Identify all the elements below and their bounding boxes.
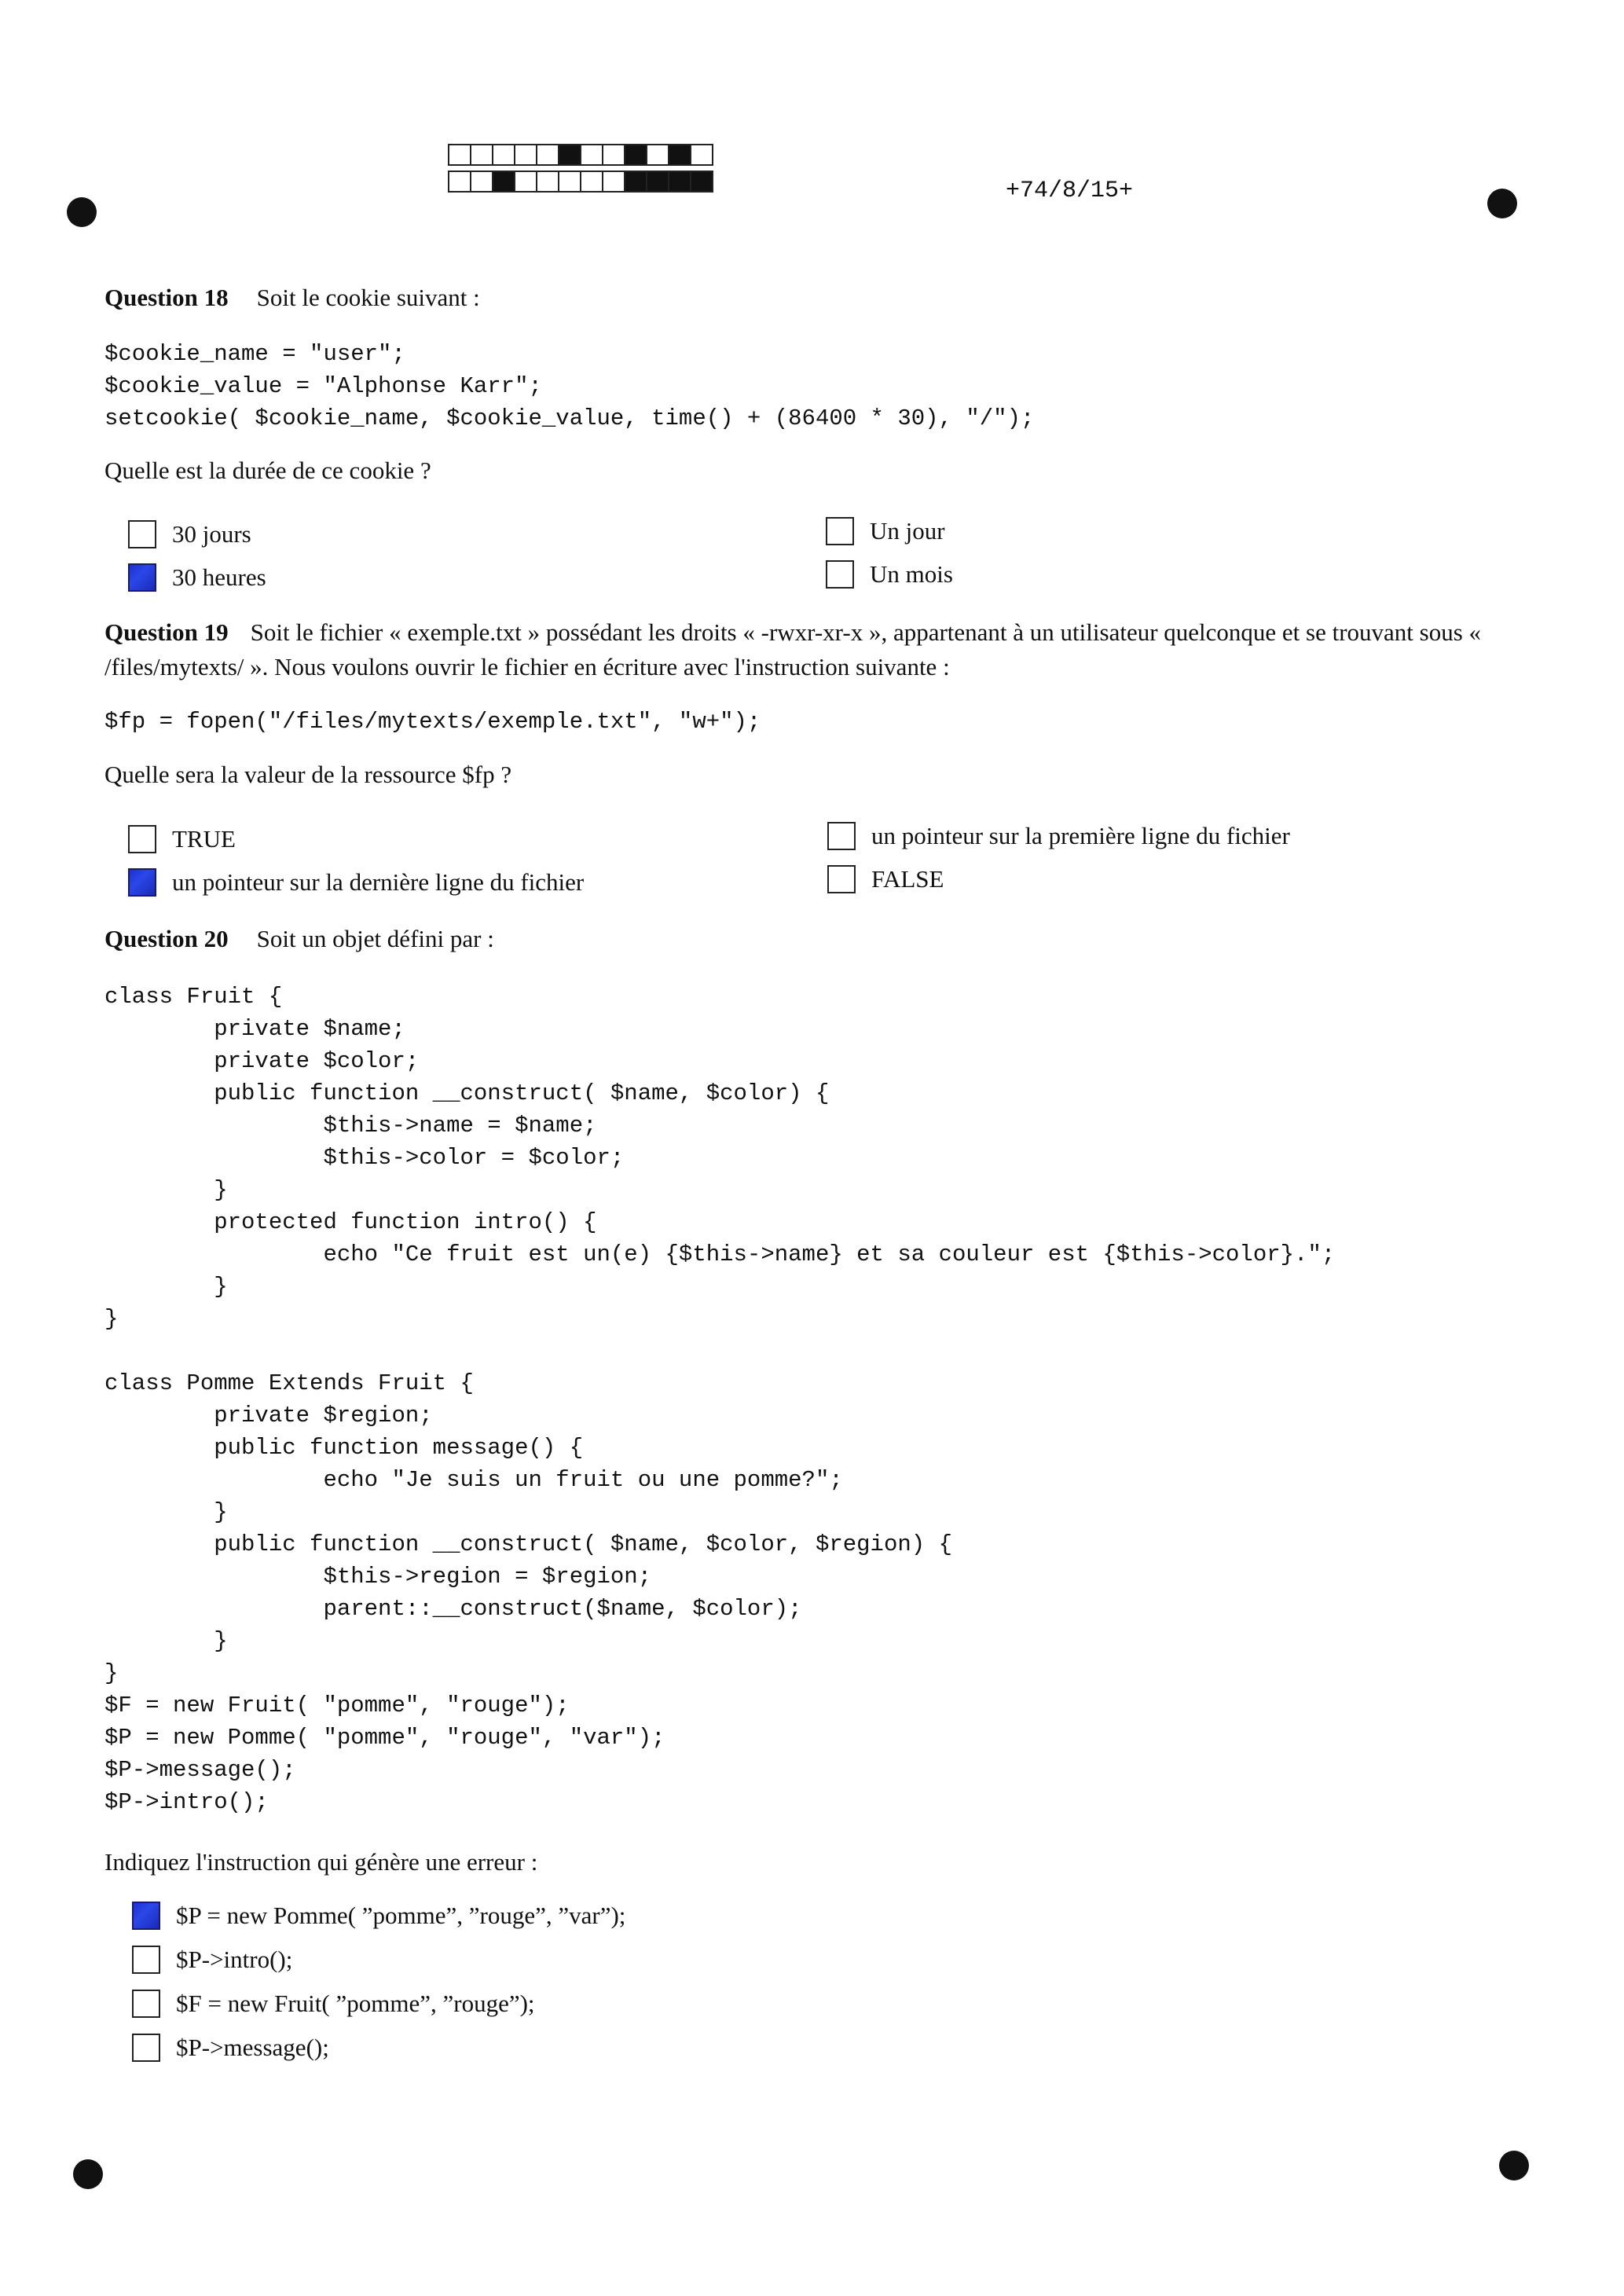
checkbox[interactable]: [132, 1946, 160, 1974]
q19-heading: [104, 615, 1503, 684]
q18-option[interactable]: [128, 563, 266, 592]
id-grid-cell: [470, 171, 493, 193]
option-label: un pointeur sur la dernière ligne du fichier: [172, 868, 585, 896]
option-label: $P->message();: [176, 2034, 329, 2061]
q20-question: Indiquez l'instruction qui génère une erreur :: [104, 1848, 538, 1876]
id-grid-cell: [624, 171, 647, 193]
id-grid-cell: [646, 144, 669, 166]
id-grid-cell: [514, 171, 537, 193]
q18-option[interactable]: [826, 560, 953, 589]
id-grid-cell: [492, 144, 515, 166]
q18-question: Quelle est la durée de ce cookie ?: [104, 457, 431, 484]
checkbox[interactable]: [128, 563, 156, 592]
id-grid-cell: [580, 171, 603, 193]
q20-heading: [104, 925, 494, 953]
q19-option[interactable]: [128, 868, 584, 897]
student-id-grid: [448, 144, 712, 197]
registration-mark-top-right: [1487, 189, 1517, 218]
q19-question: Quelle sera la valeur de la ressource $fp ?: [104, 761, 512, 788]
id-grid-row: [448, 144, 712, 167]
id-grid-cell: [690, 144, 713, 166]
option-label: Un mois: [870, 560, 953, 588]
id-grid-cell: [580, 144, 603, 166]
option-label: 30 jours: [172, 520, 251, 548]
q20-option[interactable]: [132, 2034, 329, 2062]
checkbox[interactable]: [132, 1990, 160, 2018]
checkbox[interactable]: [827, 822, 856, 850]
q20-option[interactable]: [132, 1902, 625, 1930]
id-grid-cell: [624, 144, 647, 166]
id-grid-cell: [668, 171, 691, 193]
option-label: TRUE: [172, 825, 236, 853]
checkbox[interactable]: [827, 865, 856, 893]
id-grid-row: [448, 171, 712, 194]
checkbox[interactable]: [128, 868, 156, 897]
option-label: un pointeur sur la première ligne du fichier: [871, 822, 1290, 849]
id-grid-cell: [602, 171, 625, 193]
q19-code: $fp = fopen("/files/mytexts/exemple.txt", "w+");: [104, 709, 761, 735]
id-grid-cell: [646, 171, 669, 193]
id-grid-cell: [558, 171, 581, 193]
id-grid-cell: [536, 171, 559, 193]
option-label: $P = new Pomme( ”pomme”, ”rouge”, ”var”);: [176, 1902, 626, 1929]
registration-mark-bottom-right: [1499, 2151, 1529, 2180]
q19-intro: Soit le fichier « exemple.txt » possédant les droits « -rwxr-xr-x », appartenant à un utilisateur quelconque et se trouvant sous « /files/mytexts/ ». Nous voulons ouvrir le fichier en écriture avec l'instruction suivante :: [104, 618, 1482, 680]
q18-heading: [104, 284, 480, 312]
id-grid-cell: [492, 171, 515, 193]
option-label: Un jour: [870, 517, 945, 545]
q20-option[interactable]: [132, 1990, 535, 2018]
checkbox[interactable]: [128, 825, 156, 853]
id-grid-cell: [536, 144, 559, 166]
q18-intro: Soit le cookie suivant :: [256, 284, 480, 311]
option-label: $P->intro();: [176, 1946, 293, 1973]
q18-code: $cookie_name = "user"; $cookie_value = "Alphonse Karr"; setcookie( $cookie_name, $cookie_value, time() + (86400 * 30), "/");: [104, 341, 1035, 431]
q19-option[interactable]: [128, 825, 236, 853]
checkbox[interactable]: [128, 520, 156, 548]
q20-intro: Soit un objet défini par :: [256, 925, 494, 952]
option-label: FALSE: [871, 865, 944, 893]
q19-label: Question 19: [104, 618, 229, 646]
checkbox[interactable]: [132, 1902, 160, 1930]
id-grid-cell: [448, 144, 471, 166]
q20-option[interactable]: [132, 1946, 292, 1974]
id-grid-cell: [602, 144, 625, 166]
checkbox[interactable]: [826, 560, 854, 589]
id-grid-cell: [470, 144, 493, 166]
q18-option[interactable]: [826, 517, 945, 545]
option-label: $F = new Fruit( ”pomme”, ”rouge”);: [176, 1990, 535, 2017]
checkbox[interactable]: [826, 517, 854, 545]
id-grid-cell: [448, 171, 471, 193]
q18-label: Question 18: [104, 284, 229, 311]
q20-code: class Fruit { private $name; private $color; public function __construct( $name, $color) { $this->name = $name; $this->color = $color; } protected function intro() { echo "Ce fruit est un(e) {$this->name} et sa couleur est {$this->color}."; } } class Pomme Extends Fruit { private $region; public function message() { echo "Je suis un fruit ou une pomme?"; } public function __construct( $name, $color, $region) { $this->region = $region; parent::__construct($name, $color); } } $F = new Fruit( "pomme", "rouge"); $P = new Pomme( "pomme", "rouge", "var"); $P->message(); $P->intro();: [104, 984, 1336, 1815]
page-code: +74/8/15+: [1006, 178, 1134, 204]
id-grid-cell: [668, 144, 691, 166]
q19-option[interactable]: [827, 822, 1290, 850]
id-grid-cell: [558, 144, 581, 166]
checkbox[interactable]: [132, 2034, 160, 2062]
option-label: 30 heures: [172, 563, 266, 591]
registration-mark-bottom-left: [73, 2159, 103, 2189]
q18-option[interactable]: [128, 520, 251, 548]
q20-label: Question 20: [104, 925, 229, 952]
id-grid-cell: [514, 144, 537, 166]
registration-mark-top-left: [67, 197, 97, 227]
id-grid-cell: [690, 171, 713, 193]
q19-option[interactable]: [827, 865, 944, 893]
